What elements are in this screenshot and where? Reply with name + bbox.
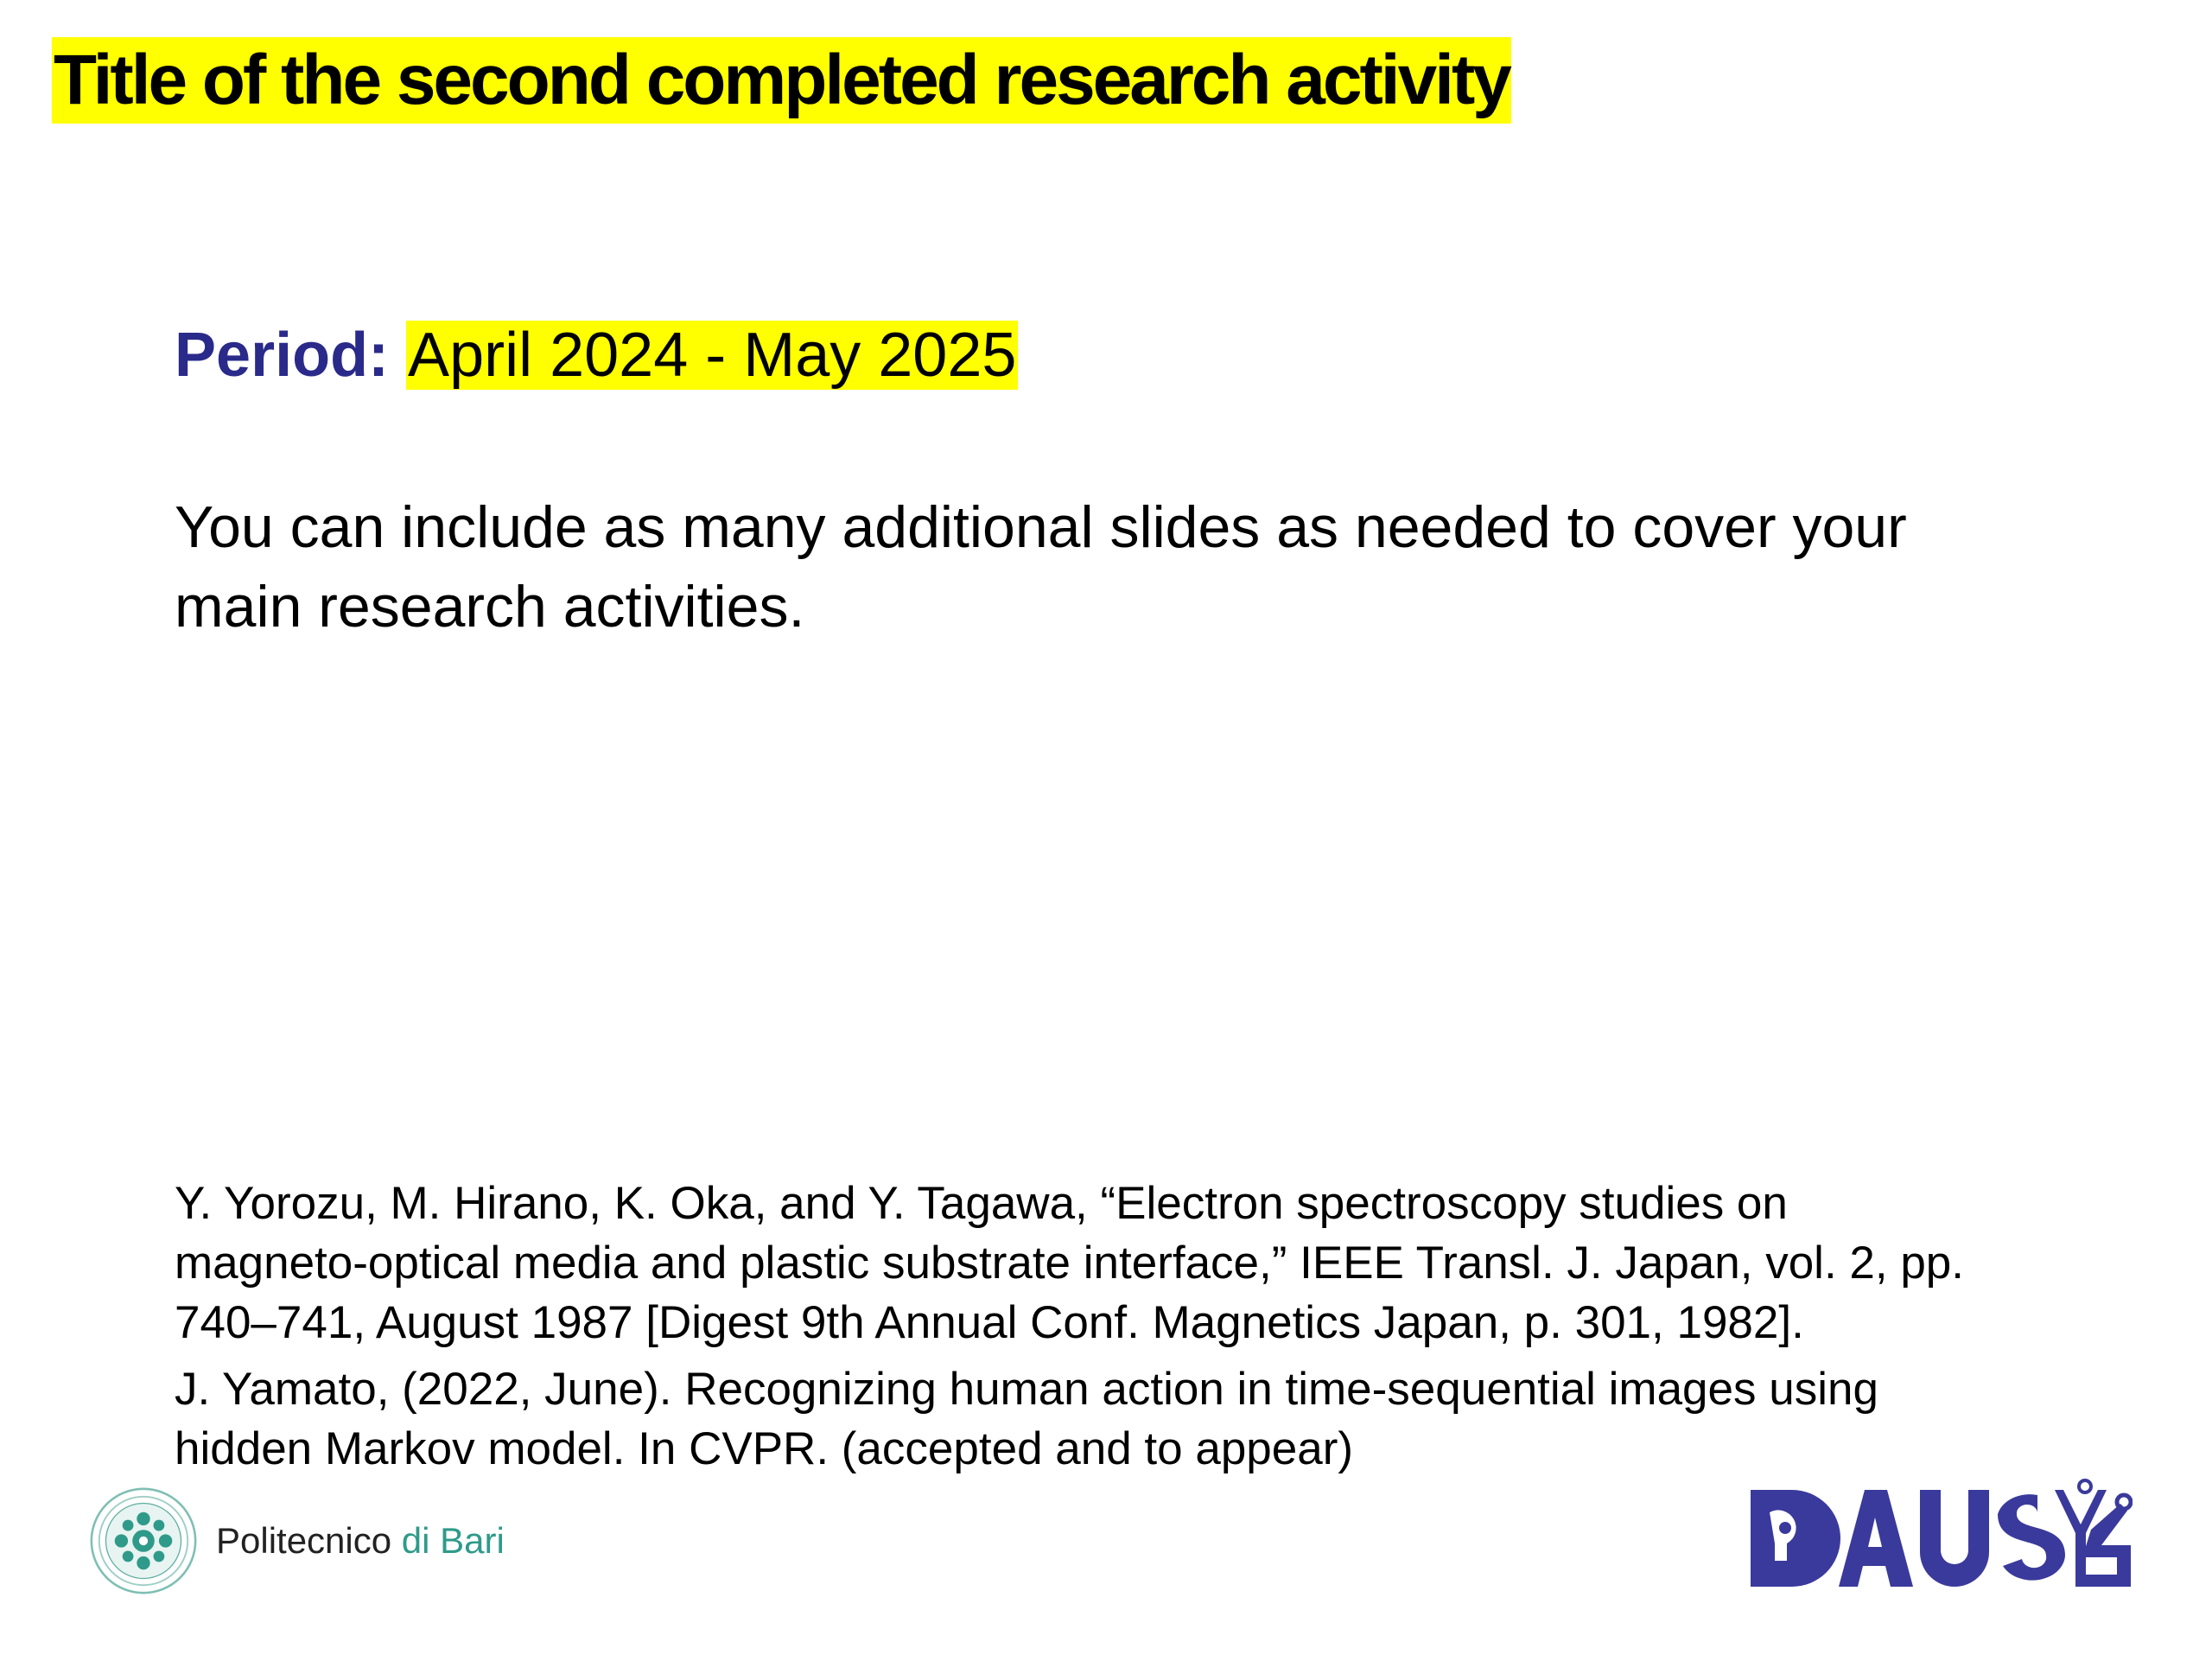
reference-line: hidden Markov model. In CVPR. (accepted and to appear) [175,1423,1354,1474]
politecnico-logo [88,1485,505,1597]
university-name-accent: di Bari [401,1520,505,1561]
period-label: Period: [175,321,390,390]
dausy-logo [1744,1478,2133,1599]
body-text-line: main research activities. [175,574,805,640]
period-value: April 2024 - May 2025 [408,321,1017,390]
reference-line: Y. Yorozu, M. Hirano, K. Oka, and Y. Tagawa, “Electron spectroscopy studies on [175,1178,1788,1229]
reference-item [175,1174,2119,1352]
university-name [216,1520,505,1562]
body-text [175,487,2127,646]
reference-line: J. Yamato, (2022, June). Recognizing human action in time-sequential images using [175,1364,1878,1415]
references [175,1174,2119,1486]
university-name-main: Politecnico [216,1520,392,1561]
slide-title: Title of the second completed research activity [52,37,1511,124]
reference-item [175,1359,2119,1479]
university-seal-icon [88,1486,199,1596]
reference-line: 740–741, August 1987 [Digest 9th Annual Conf. Magnetics Japan, p. 301, 1982]. [175,1297,1804,1348]
body-text-line: You can include as many additional slides as needed to cover your [175,494,1907,560]
period-line [175,316,1018,394]
reference-line: magneto-optical media and plastic substrate interface,” IEEE Transl. J. Japan, vol. 2, pp. [175,1238,1965,1289]
